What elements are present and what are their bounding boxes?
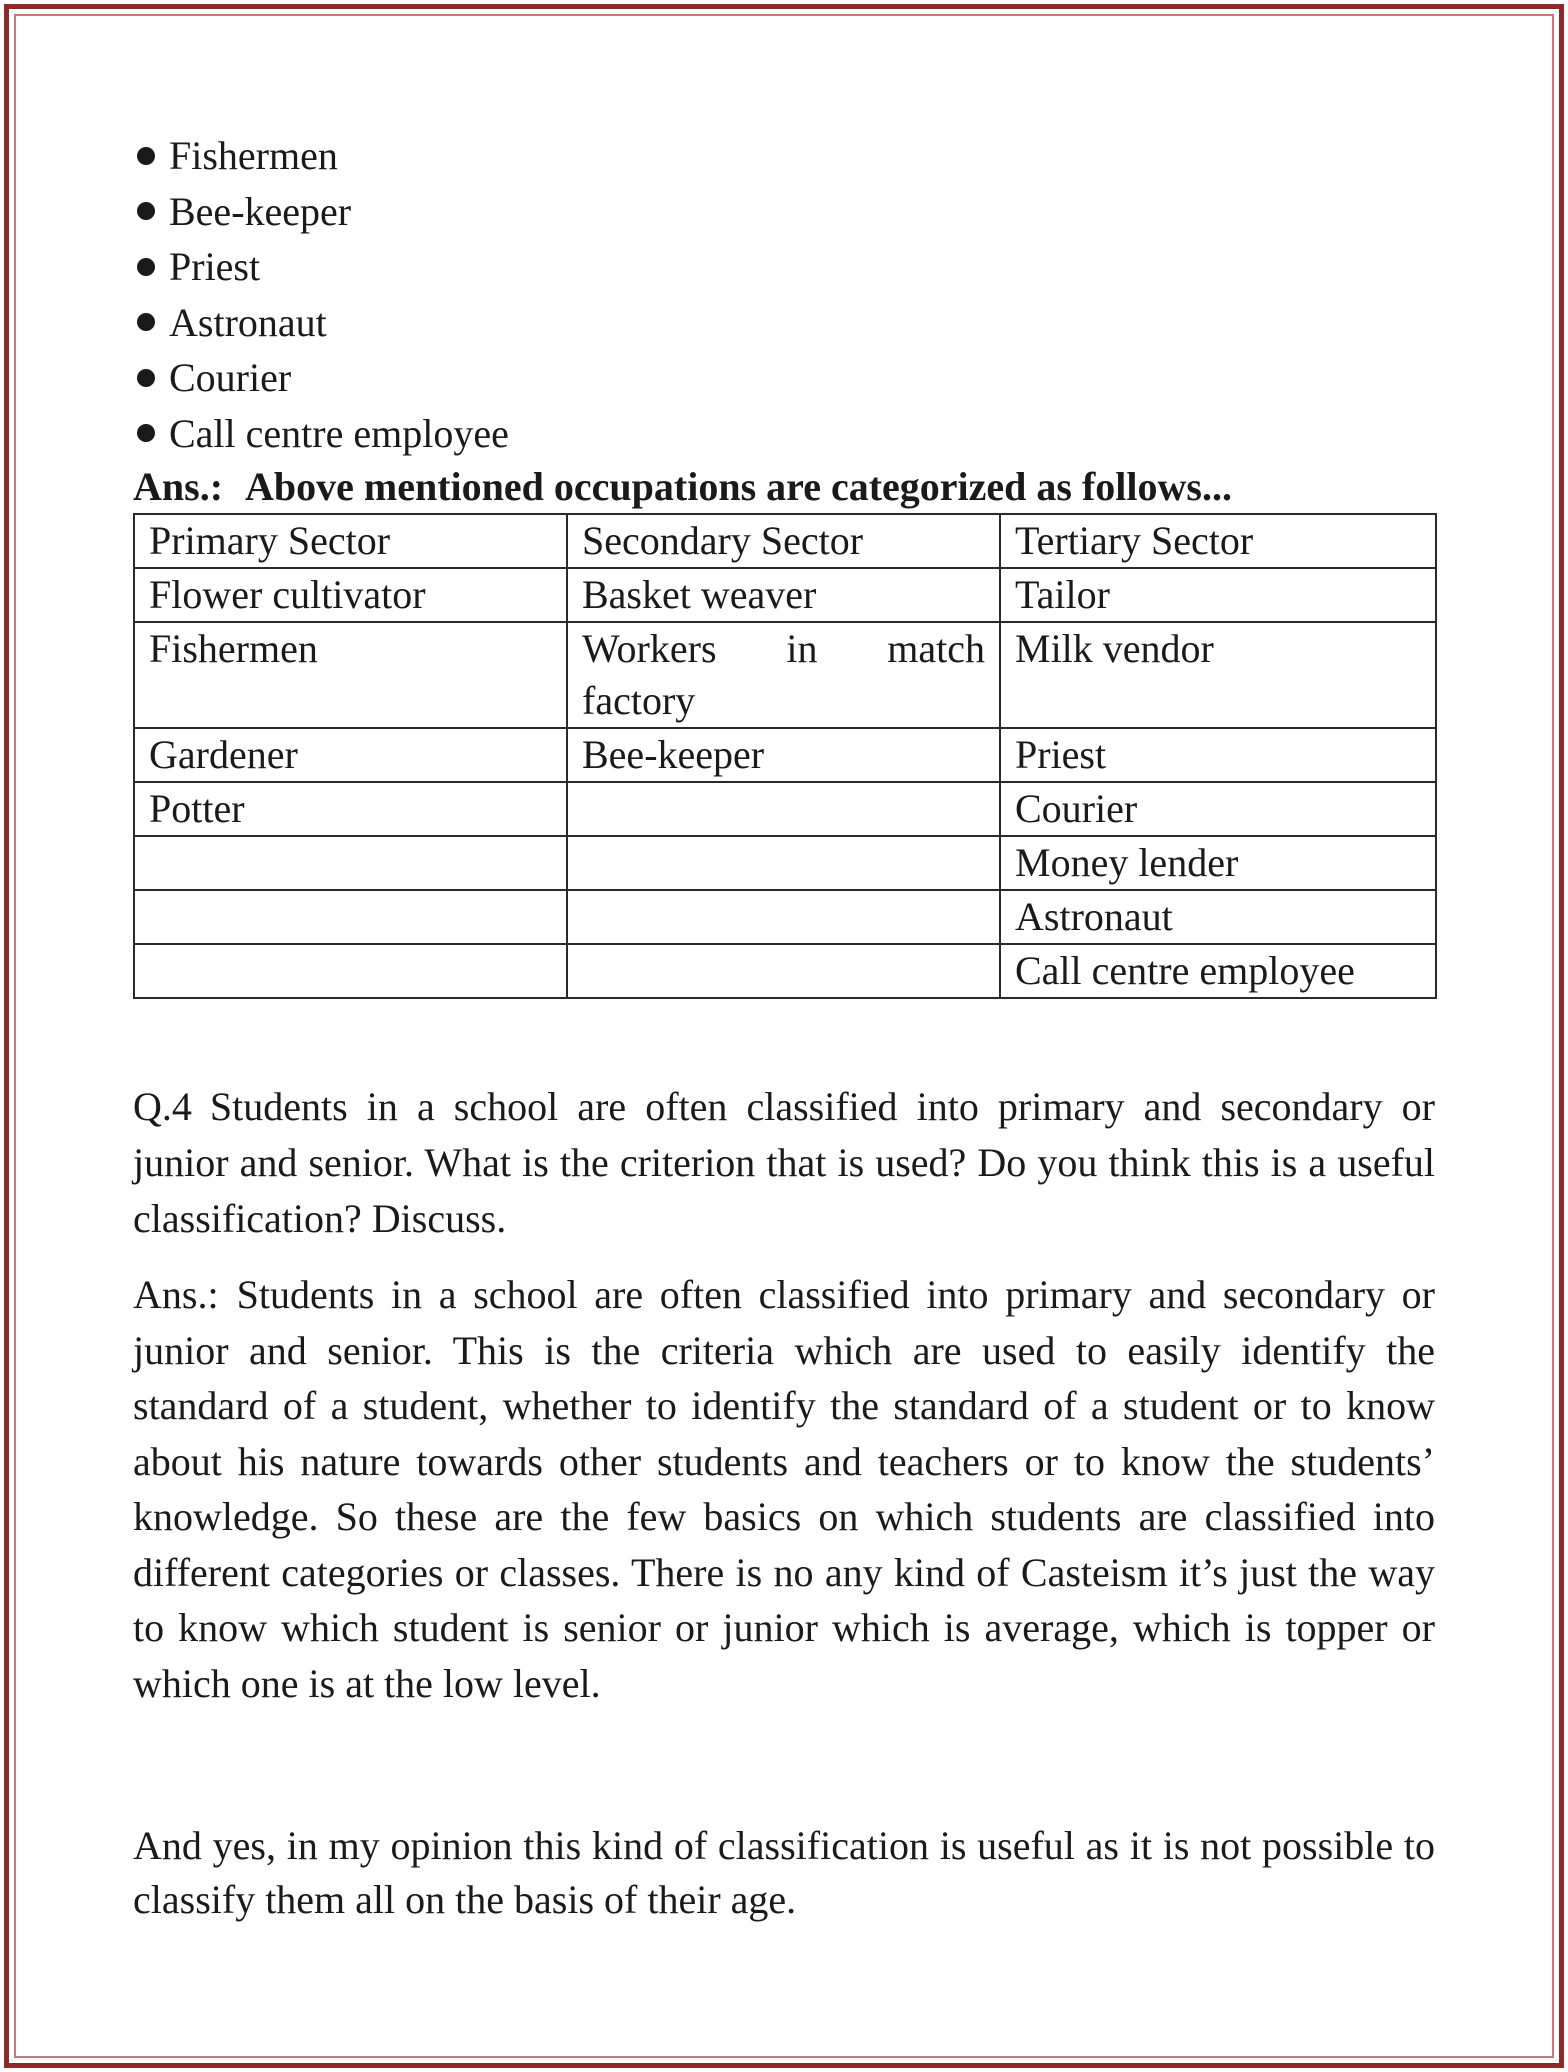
- sector-table: [133, 513, 1437, 999]
- answer-4: [133, 1267, 1435, 1711]
- table-row: [134, 944, 1436, 998]
- table-row: [134, 890, 1436, 944]
- table-row: [134, 568, 1436, 622]
- answer-intro: [133, 461, 1435, 513]
- header-tertiary: Tertiary Sector: [1000, 514, 1436, 568]
- list-item: [133, 184, 1435, 240]
- list-item: [133, 128, 1435, 184]
- table-cell: [134, 890, 567, 944]
- table-cell: [567, 836, 1000, 890]
- answer-text: Students in a school are often classified into primary and secondary or junior and senior. This is the criteria which are used to easily identify the standard of a student, whether to identify the standard of a student or to know about his nature towards other students and teachers or to know the students’ knowledge. So these are the few basics on which students are classified into different categories or classes. There is no any kind of Casteism it’s just the way to know which student is senior or junior which is average, which is topper or which one is at the low level.: [133, 1272, 1435, 1706]
- bullet-icon: [137, 258, 155, 276]
- list-item-text: Call centre employee: [169, 410, 509, 456]
- table-cell: Bee-keeper: [567, 728, 1000, 782]
- answer-label: Ans.:: [133, 464, 224, 509]
- table-cell: Tailor: [1000, 568, 1436, 622]
- list-item-text: Bee-keeper: [169, 188, 352, 234]
- table-cell: Call centre employee: [1000, 944, 1436, 998]
- table-cell: Fishermen: [134, 622, 567, 728]
- table-cell: Gardener: [134, 728, 567, 782]
- table-cell: Milk vendor: [1000, 622, 1436, 728]
- table-cell: [567, 782, 1000, 836]
- table-cell: [567, 890, 1000, 944]
- list-item-text: Fishermen: [169, 133, 338, 178]
- bullet-icon: [137, 313, 155, 331]
- list-item-text: Astronaut: [169, 299, 327, 345]
- table-cell: [567, 944, 1000, 998]
- table-cell: Workers in match factory: [567, 622, 1000, 728]
- table-cell: Money lender: [1000, 836, 1436, 890]
- question-label: Q.4: [133, 1084, 192, 1129]
- table-row: [134, 728, 1436, 782]
- bullet-icon: [137, 369, 155, 387]
- question-4: [133, 1079, 1435, 1247]
- table-cell: Courier: [1000, 782, 1436, 836]
- list-item: [133, 239, 1435, 295]
- table-cell: [134, 836, 567, 890]
- bullet-icon: [137, 147, 155, 165]
- question-text: Students in a school are often classified into primary and secondary or junior and senior. What is the criterion that is used? Do you think this is a useful classification? Discuss.: [133, 1084, 1435, 1241]
- table-row: [134, 622, 1436, 728]
- list-item-text: Courier: [169, 355, 292, 400]
- bullet-icon: [137, 424, 155, 442]
- table-cell: Basket weaver: [567, 568, 1000, 622]
- table-cell: Flower cultivator: [134, 568, 567, 622]
- final-paragraph: And yes, in my opinion this kind of classification is useful as it is not possible to classify them all on the basis of their age.: [133, 1823, 1435, 1922]
- list-item: [133, 295, 1435, 351]
- table-cell: Astronaut: [1000, 890, 1436, 944]
- occupation-list: [133, 128, 1435, 461]
- answer-intro-text: Above mentioned occupations are categorized as follows...: [245, 464, 1232, 509]
- list-item-text: Priest: [169, 244, 261, 289]
- table-header-row: [134, 514, 1436, 568]
- bullet-icon: [137, 202, 155, 220]
- list-item: [133, 406, 1435, 462]
- page-content: [133, 128, 1435, 1967]
- header-primary: Primary Sector: [134, 514, 567, 568]
- answer-label: Ans.:: [133, 1272, 219, 1317]
- list-item: [133, 350, 1435, 406]
- table-cell: Potter: [134, 782, 567, 836]
- header-secondary: Secondary Sector: [567, 514, 1000, 568]
- table-row: [134, 836, 1436, 890]
- table-cell: Priest: [1000, 728, 1436, 782]
- table-cell: [134, 944, 567, 998]
- table-row: [134, 782, 1436, 836]
